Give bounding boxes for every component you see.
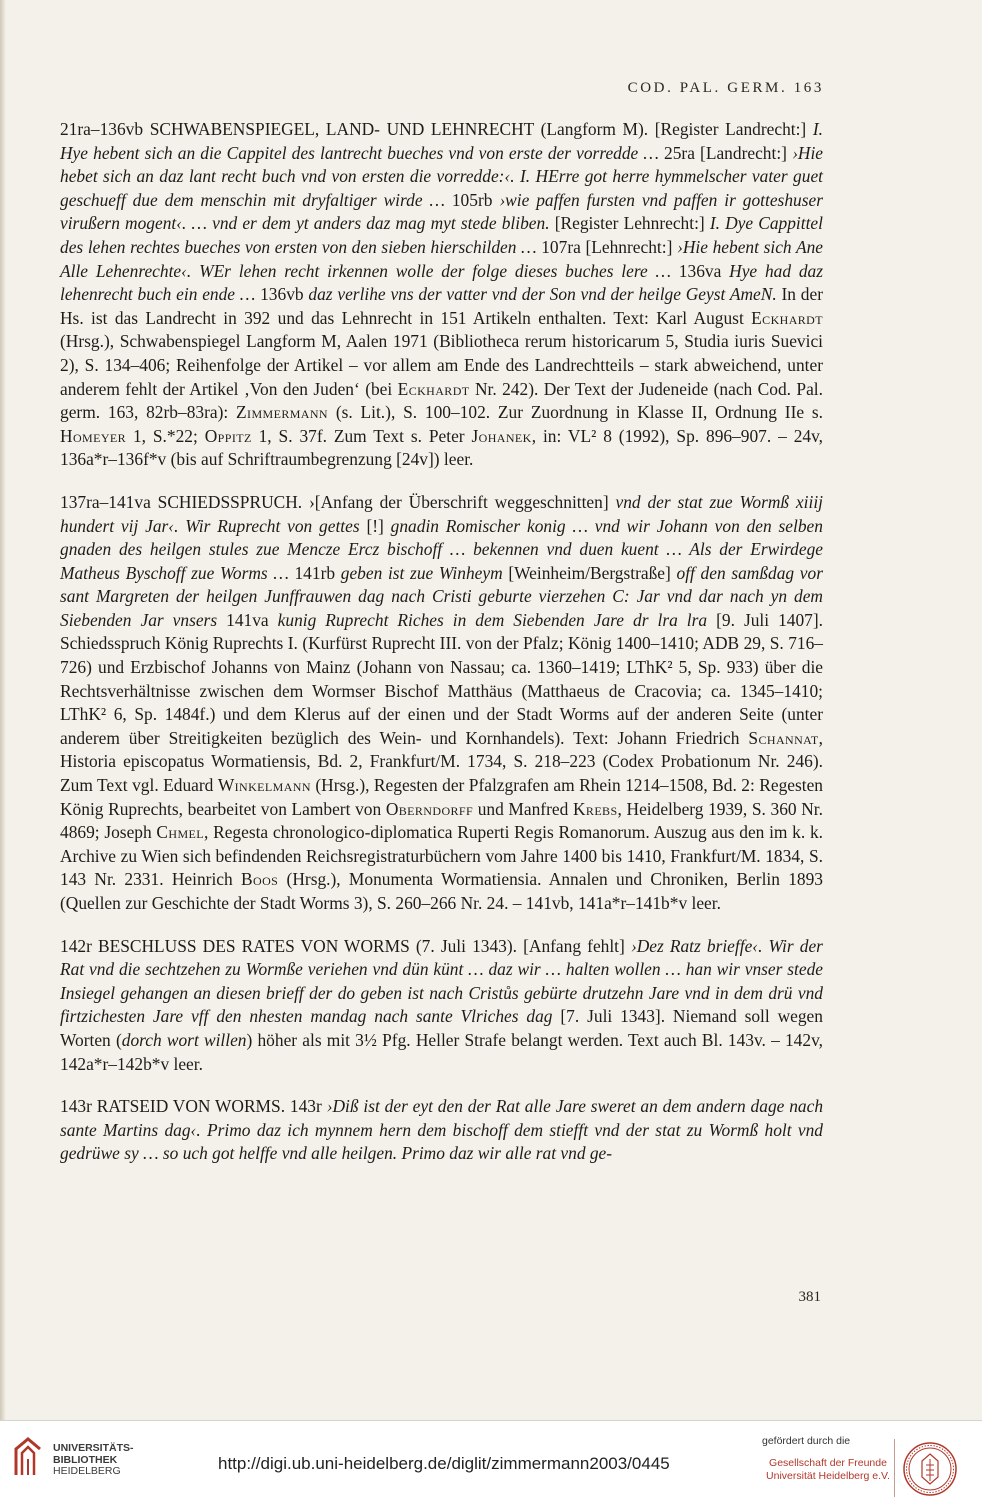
catalog-entry-schiedsspruch: [60, 491, 823, 916]
folio-range: 21ra–136vb: [60, 119, 144, 139]
entry-title: BESCHLUSS DES RATES VON WORMS: [98, 935, 410, 956]
catalog-body: [60, 118, 823, 1185]
author-name: Homeyer: [60, 425, 127, 446]
text-span: [Weinheim/Bergstraße]: [508, 562, 671, 583]
text-span: (s. Lit.), S. 100–102. Zur Zuordnung in Klasse II, Ordnung IIe s.: [335, 402, 823, 423]
text-span: 25ra [Landrecht:]: [664, 142, 787, 163]
text-span: 1, S. 37f. Zum Text s. Peter: [258, 425, 465, 446]
folio-range: 142r: [60, 935, 92, 956]
quote-span: off den samßdag vor sant Margreten der heilgen Junffrauwen dag nach Cristi geburte vierzehen C: Jar vnd dar nach yn dem Siebenden Jar vnsers: [60, 562, 823, 630]
text-span: 1, S.*22;: [132, 425, 198, 446]
text-span: 143r: [289, 1096, 322, 1117]
catalog-entry-schwabenspiegel: [60, 118, 823, 472]
text-span: (Hrsg.), Monumenta Wormatiensia. Annalen und Chroniken, Berlin 1893 (Quellen zur Geschichte der Stadt Worms 3), S. 260–266 Nr. 24. – 141vb, 141a*r–141b*v leer.: [60, 869, 824, 913]
library-name-line: HEIDELBERG: [53, 1465, 121, 1477]
quote-span: ›Hie hebet sich an daz lant recht buch vnd von ersten die vorredde:‹. I. HErre got herre hymmelscher vater guet geschueff due dem menschin mit dryfaltiger wirde …: [60, 142, 823, 210]
entry-title: SCHIEDSSPRUCH.: [157, 491, 303, 512]
folio-range: 137ra–141va: [60, 491, 151, 512]
running-head: COD. PAL. GERM. 163: [627, 80, 824, 96]
sponsor-name-line: Gesellschaft der Freunde: [769, 1457, 887, 1469]
quote-span: vnd der stat zue Wormß xiiij hundert vij Jar‹. Wir Ruprecht von gettes: [60, 491, 823, 536]
text-span: 141rb: [294, 562, 336, 583]
text-span: Nr. 242). Der Text der Judeneide (nach Cod. Pal. germ. 163, 82rb–83ra):: [60, 378, 823, 423]
sponsor-label: gefördert durch die: [762, 1435, 851, 1447]
catalog-entry-beschluss: [60, 935, 823, 1077]
quote-span: daz verlihe vns der vatter vnd der Son vnd der heilge Geyst AmeN.: [308, 284, 777, 305]
author-name: Winkelmann: [217, 775, 311, 796]
author-name: Eckhardt: [751, 307, 823, 328]
quote-span: ›Diß ist der eyt den der Rat alle Jare sweret an dem andern dage nach sante Martins dag‹. Primo daz ich mynnem hern dem bischoff dem stiefft vnd der stat zu Wormß holt vnd gedrüwe sy … so uch got helffe vnd alle heilgen. Primo daz wir alle rat vnd ge-: [60, 1096, 824, 1164]
text-span: und Manfred: [477, 798, 569, 819]
text-span: ) höher als mit 3½ Pfg. Heller Strafe belangt werden. Text auch Bl. 143v. – 142v, 142a*r–142b*v leer.: [60, 1029, 823, 1074]
quote-span: Hye had daz lehenrecht buch ein ende …: [60, 260, 824, 305]
text-span: (7. Juli 1343). [Anfang fehlt]: [415, 935, 625, 956]
text-span: 105rb: [451, 189, 493, 210]
quote-span: geben ist zue Winheym: [340, 562, 503, 583]
author-name: Oppitz: [204, 425, 252, 446]
library-name-line: BIBLIOTHEK: [53, 1453, 118, 1466]
author-name: Eckhardt: [397, 378, 470, 399]
folio-range: 143r: [60, 1096, 92, 1117]
text-span: In der Hs. ist das Landrecht in 392 und das Lehnrecht in 151 Artikeln enthalten. Text: Karl August: [60, 284, 823, 328]
text-span: , Regesta chronologico-diplomatica Ruperti Regis Romanorum. Auszug aus den im k. k. Archive zu Wien sich befindenden Reichsregistraturbüchern vom Jahre 1400 bis 1410, Frankfurt/M. 1834, S. 143 Nr. 2331. Heinrich: [60, 822, 823, 890]
page-number: 381: [798, 1289, 821, 1305]
quote-span: ›Dez Ratz brieffe‹. Wir der Rat vnd die sechtzehen zu Wormße veriehen vnd dün künt … daz wir … halten wollen … han wir vnser stede Insiegel gehangen an diesen brieff der do geben ist nach Cristůs gebürte drutzehn Jare vnd in dem drü vnd firtzichesten Jare vff den nhesten mandag nach sante Vlriches dag: [60, 935, 823, 1027]
text-span: (Hrsg.), Schwabenspiegel Langform M, Aalen 1971 (Bibliotheca rerum historicarum 5, Studia iuris Suevici 2), S. 134–406; Reihenfolge der Artikel – vor allem am Ende des Landrechtteils – stark abweichend, unter anderem fehlt der Artikel ‚Von den Juden‘ (bei: [60, 331, 823, 399]
text-span: 136vb: [260, 284, 304, 305]
quote-span: I. Hye hebent sich an die Cappitel des lantrecht bueches vnd von erste der vorredde …: [60, 119, 823, 163]
author-name: Schannat: [748, 727, 819, 748]
quote-span: dorch wort willen: [121, 1029, 247, 1050]
quote-span: ›wie paffen fursten vnd paffen ir gotteshuser virußern mogent‹. … vnd er dem yt anders daz mag myt stede bliben.: [60, 189, 823, 234]
text-span: , Historia episcopatus Wormatiensis, Bd. 2, Frankfurt/M. 1734, S. 218–223 (Codex Probationum Nr. 246). Zum Text vgl. Eduard: [60, 727, 823, 796]
author-name: Boos: [241, 869, 279, 890]
text-span: ›[Anfang der Überschrift weggeschnitten]: [309, 491, 609, 512]
viewer-footer: [0, 1420, 982, 1503]
permalink-url[interactable]: http://digi.ub.uni-heidelberg.de/diglit/zimmermann2003/0445: [218, 1454, 670, 1473]
text-span: , Heidelberg 1939, S. 360 Nr. 4869; Joseph: [60, 798, 823, 843]
text-span: (Langform M). [Register Landrecht:]: [540, 119, 807, 139]
text-span: [9. Juli 1407]. Schiedsspruch König Ruprechts I. (Kurfürst Ruprecht III. von der Pfalz; König 1400–1410; ADB 29, S. 716–726) und Erzbischof Johanns von Mainz (Johann von Nassau; ca. 1360–1419; LThK² 5, Sp. 933) über die Rechtsverhältnisse zwischen dem Wormser Bischof Matthäus (Matthaeus de Cracovia; ca. 1345–1410; LThK² 6, Sp. 1484f.) und dem Klerus auf der einen und der Stadt Worms auf der anderen Seite (unter anderem über Streitigkeiten bezüglich des Wein- und Kornhandels). Text: Johann Friedrich: [60, 609, 824, 748]
author-name: Krebs: [572, 798, 618, 819]
library-name: [53, 1443, 134, 1478]
sponsor-name-line: Universität Heidelberg e.V.: [766, 1470, 890, 1482]
entry-title: SCHWABENSPIEGEL, LAND- UND LEHNRECHT: [149, 119, 534, 139]
author-name: Johanek: [471, 425, 532, 446]
quote-span: ›Hie hebent sich Ane Alle Lehenrechte‹. WEr lehen recht irkennen wolle der folge dieses buches lere …: [60, 236, 823, 281]
author-name: Oberndorff: [385, 798, 474, 819]
entry-title: RATSEID VON WORMS.: [96, 1096, 286, 1117]
author-name: Zimmermann: [236, 402, 328, 423]
quote-span: kunig Ruprecht Riches in dem Siebenden Jare dr lra lra: [277, 609, 708, 630]
university-seal-icon: [902, 1441, 958, 1497]
text-span: [!]: [366, 515, 384, 536]
author-name: Chmel: [156, 822, 205, 843]
footer-divider: [894, 1439, 895, 1497]
text-span: 141va: [226, 609, 269, 630]
page-edge: [0, 0, 6, 1420]
quote-span: I. Dye Cappittel des lehen rechtes bueches von ersten von den sieben hierschilden …: [60, 213, 823, 257]
sponsor-name[interactable]: [758, 1457, 898, 1483]
library-name-line: UNIVERSITÄTS-: [53, 1442, 134, 1454]
text-span: 136va: [678, 260, 722, 281]
quote-span: gnadin Romischer konig … vnd wir Johann von den selben gnaden des heilgen stules zue Mencze Ercz bischoff … bekennen vnd duen kuent … Als der Erwirdege Matheus Byschoff zue Worms …: [60, 515, 823, 583]
text-span: , in: VL² 8 (1992), Sp. 896–907. – 24v, 136a*r–136f*v (bis auf Schriftraumbegrenzung [24v]) leer.: [60, 425, 824, 470]
catalog-entry-ratseid: [60, 1095, 823, 1166]
text-span: 107ra [Lehnrecht:]: [541, 236, 673, 257]
text-span: [Register Lehnrecht:]: [554, 213, 705, 234]
text-span: [7. Juli 1343]. Niemand soll wegen Worten (: [60, 1006, 823, 1050]
library-logo-icon[interactable]: [12, 1435, 44, 1479]
text-span: (Hrsg.), Regesten der Pfalzgrafen am Rhein 1214–1508, Bd. 2: Regesten König Ruprechts, bearbeitet von Lambert von: [60, 775, 823, 819]
